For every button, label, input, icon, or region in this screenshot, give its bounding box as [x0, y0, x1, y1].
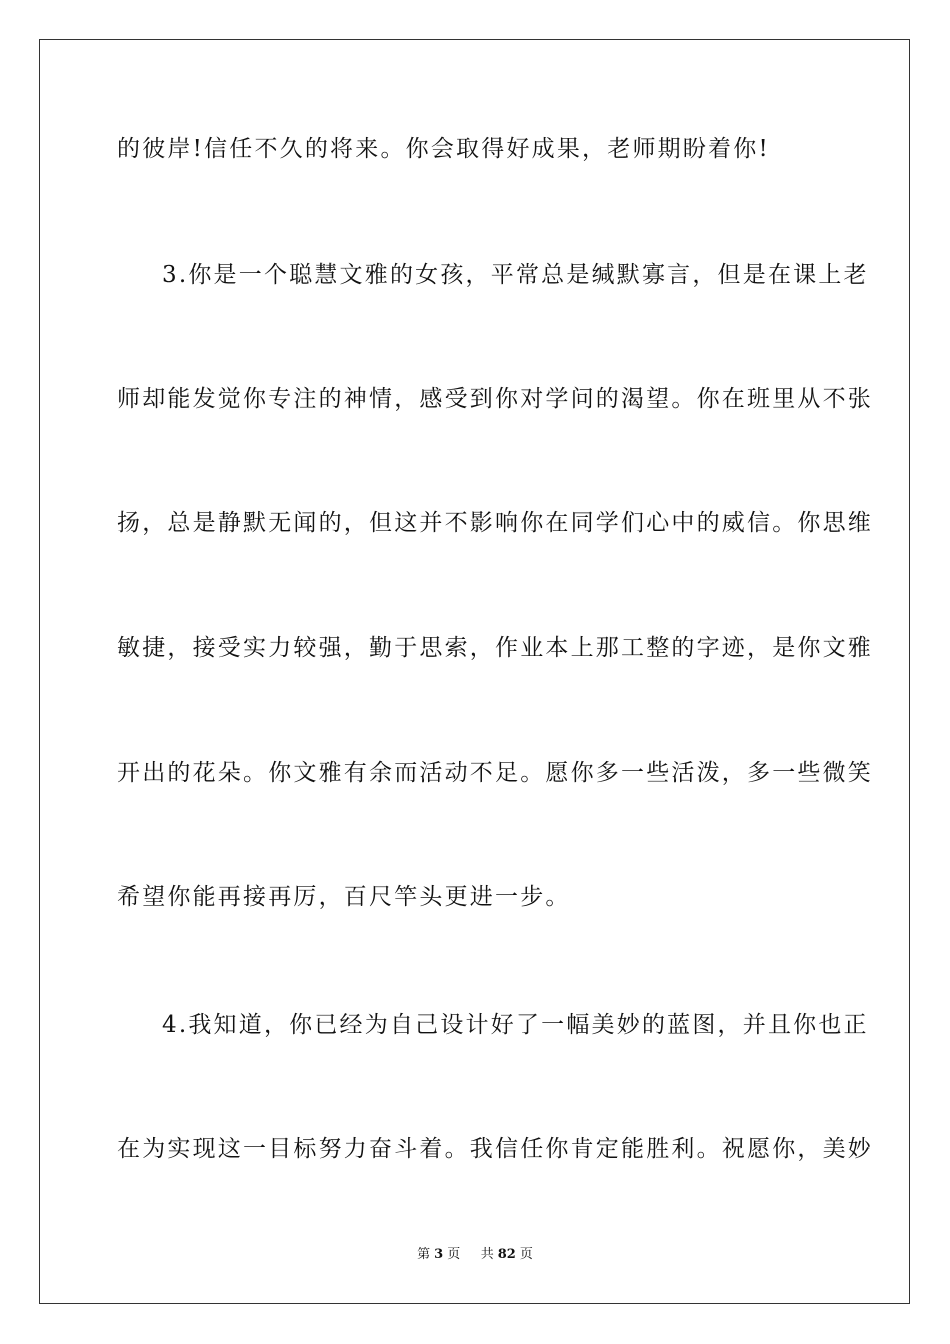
text-line-1: 的彼岸!信任不久的将来。你会取得好成果，老师期盼着你! — [117, 136, 770, 162]
text-line-7: 希望你能再接再厉，百尺竿头更进一步。 — [117, 884, 571, 910]
text-line-2: 3.你是一个聪慧文雅的女孩，平常总是缄默寡言，但是在课上老 — [162, 262, 869, 288]
page-footer — [0, 1245, 950, 1265]
text-line-6: 开出的花朵。你文雅有余而活动不足。愿你多一些活泼，多一些微笑 — [117, 760, 873, 786]
footer-page-prefix: 第 — [417, 1247, 431, 1262]
text-line-5: 敏捷，接受实力较强，勤于思索，作业本上那工整的字迹，是你文雅 — [117, 635, 873, 661]
footer-total-suffix: 页 — [519, 1247, 533, 1262]
footer-page-suffix: 页 — [447, 1247, 461, 1262]
text-line-9: 在为实现这一目标努力奋斗着。我信任你肯定能胜利。祝愿你，美妙 — [117, 1136, 873, 1162]
footer-total-prefix: 共 — [480, 1247, 494, 1262]
text-line-4: 扬，总是静默无闻的，但这并不影响你在同学们心中的威信。你思维 — [117, 510, 873, 536]
text-line-3: 师却能发觉你专注的神情，感受到你对学问的渴望。你在班里从不张 — [117, 386, 873, 412]
page-border — [39, 39, 910, 1304]
footer-total-pages: 82 — [497, 1247, 516, 1262]
footer-page-number: 3 — [434, 1247, 444, 1262]
text-line-8: 4.我知道，你已经为自己设计好了一幅美妙的蓝图，并且你也正 — [162, 1012, 869, 1038]
